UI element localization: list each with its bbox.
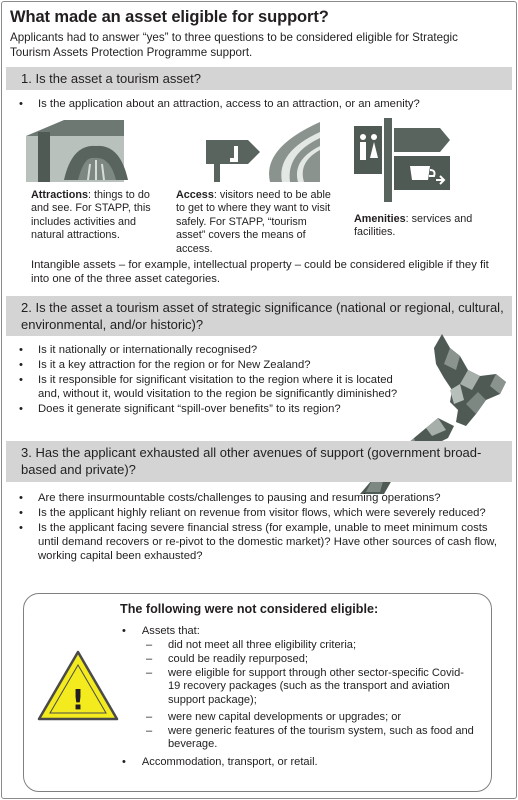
- amenities-caption: [354, 213, 484, 240]
- list-item: – were generic features of the tourism system, such as food and beverage.: [146, 725, 474, 751]
- list-item: • Is the application about an attraction, access to an attraction, or an amenity?: [16, 97, 511, 111]
- section-2-heading: 2. Is the asset a tourism asset of strategic significance (national or regional, cultural, environmental, and/or historic)?: [6, 296, 512, 336]
- assets-that-label: Assets that:: [141, 625, 200, 637]
- dash-mark: –: [146, 653, 153, 665]
- list-item: • Is the applicant highly reliant on revenue from visitor flows, which were severely reduced?: [16, 506, 511, 520]
- warning-mark: !: [71, 683, 85, 716]
- section-1-list: [16, 97, 511, 112]
- intangible-assets-note: Intangible assets – for example, intellectual property – could be considered eligible if they fit into one of the three asset categories.: [31, 259, 489, 286]
- other-not-eligible-item: [122, 756, 318, 769]
- dash-mark: –: [146, 639, 153, 651]
- bullet-mark: •: [122, 625, 126, 637]
- amenities-text: : services and facilities.: [354, 213, 473, 239]
- list-item: • Is it nationally or internationally recognised?: [16, 343, 414, 357]
- access-caption: [176, 189, 336, 256]
- attractions-text: : things to do and see. For STAPP, this includes activities and natural attractions.: [31, 189, 151, 242]
- dash-mark: –: [146, 667, 153, 679]
- section-1-heading: 1. Is the asset a tourism asset?: [6, 67, 512, 90]
- access-text: : visitors need to be able to get to where they want to visit safely. For STAPP, “tourism asset” covers the means of access.: [176, 189, 331, 255]
- bullet-mark: •: [122, 756, 126, 768]
- list-item: • Is it responsible for significant visitation to the region where it is located and, without it, would visitation to the region be significantly diminished?: [16, 373, 414, 401]
- list-item: – could be readily repurposed;: [146, 653, 308, 665]
- restroom-coffee-signpost-icon: [354, 118, 454, 202]
- list-item: • Are there insurmountable costs/challenges to pausing and resuming operations?: [16, 491, 511, 505]
- list-item: – were new capital developments or upgrades; or: [146, 711, 402, 723]
- assets-that-item: [122, 625, 200, 638]
- intro-text: Applicants had to answer “yes” to three questions to be considered eligible for Strategic Tourism Assets Protection Programme support.: [10, 31, 458, 59]
- list-item: – were eligible for support through other sector-specific Covid-19 recovery packages (such as the transport and aviation support package);: [146, 667, 464, 706]
- attractions-term: Attractions: [31, 189, 88, 201]
- dash-mark: –: [146, 711, 153, 723]
- attractions-caption: [31, 189, 161, 243]
- list-item: – did not meet all three eligibility criteria;: [146, 639, 357, 651]
- not-eligible-box: [23, 593, 492, 792]
- access-term: Access: [176, 189, 214, 201]
- not-eligible-title: The following were not considered eligible:: [120, 602, 379, 616]
- list-item: • Is the applicant facing severe financial stress (for example, unable to meet minimum costs until demand recovers or re-pivot to the domestic market)? Have other sources of cash flow, working capital been exhausted?: [16, 521, 511, 563]
- list-item: • Is it a key attraction for the region or for New Zealand?: [16, 358, 414, 372]
- page-title: What made an asset eligible for support?: [10, 8, 329, 26]
- other-not-eligible-text: Accommodation, transport, or retail.: [141, 756, 318, 768]
- list-item: • Does it generate significant “spill-over benefits” to its region?: [16, 402, 414, 416]
- warning-triangle-icon: [36, 649, 120, 723]
- dash-mark: –: [146, 725, 153, 737]
- building-with-trees-icon: [24, 118, 134, 182]
- section-3-list: [16, 491, 511, 564]
- amenities-term: Amenities: [354, 213, 406, 225]
- section-3-heading: 3. Has the applicant exhausted all other avenues of support (government broad-based and private)?: [6, 441, 512, 482]
- road-with-sign-icon: [200, 118, 320, 182]
